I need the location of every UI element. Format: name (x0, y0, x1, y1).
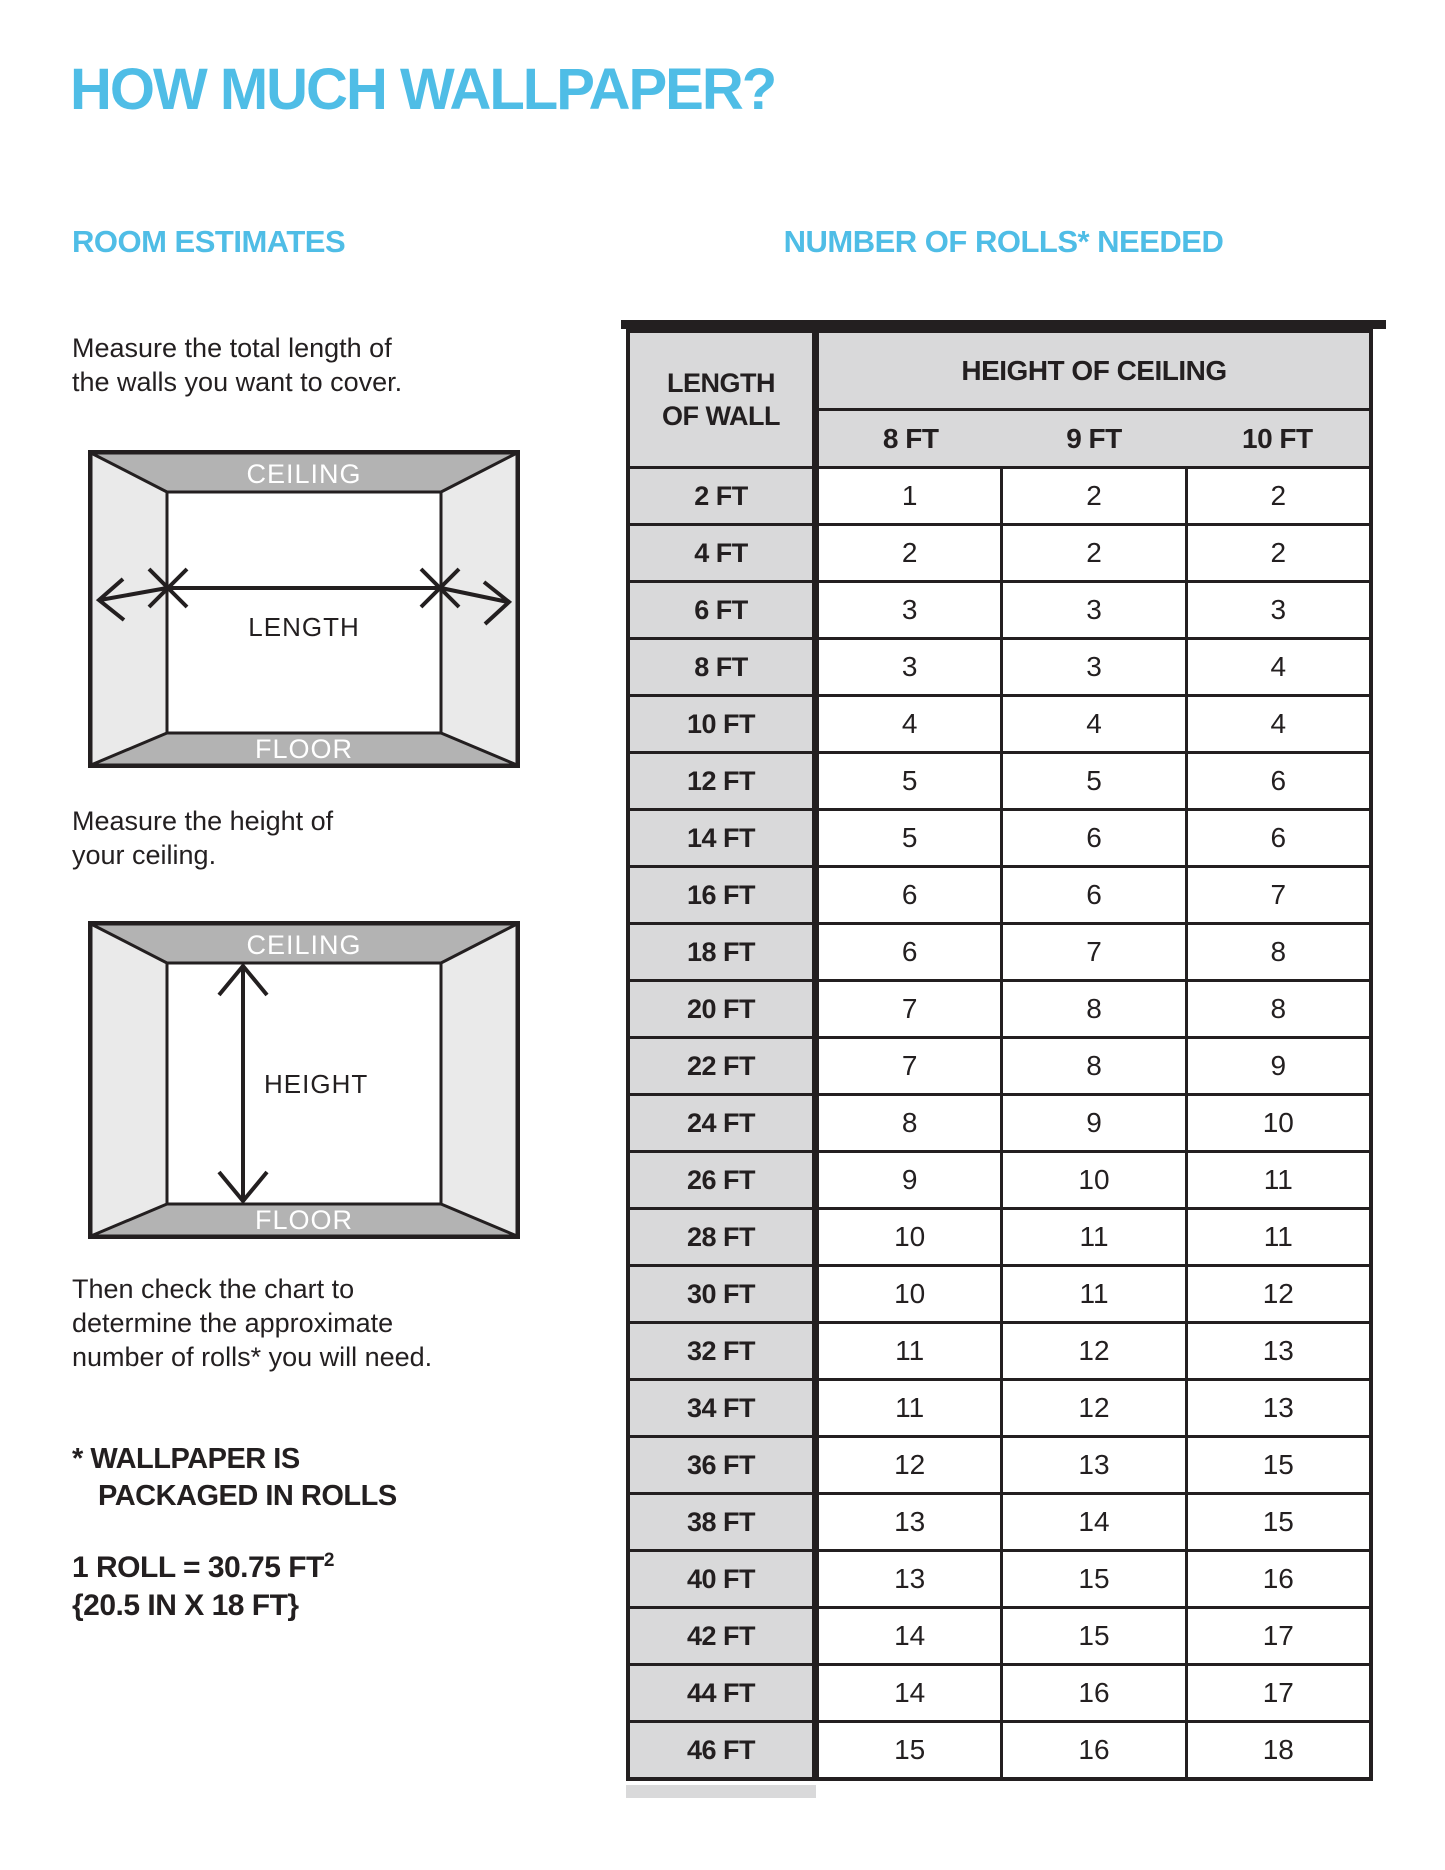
cell-10ft: 10 (1185, 1096, 1369, 1150)
row-label: 14 FT (630, 811, 812, 865)
cell-8ft: 6 (819, 925, 1000, 979)
column-divider (812, 1096, 819, 1150)
row-label: 2 FT (630, 469, 812, 523)
column-header-9ft: 9 FT (1002, 411, 1185, 466)
cell-10ft: 11 (1185, 1210, 1369, 1264)
table-body (626, 329, 1373, 1781)
cell-9ft: 13 (1000, 1438, 1184, 1492)
table-row (630, 640, 1369, 694)
rolls-footnote: * WALLPAPER IS PACKAGED IN ROLLS (72, 1443, 397, 1512)
row-label: 42 FT (630, 1609, 812, 1663)
table-row (630, 754, 1369, 808)
column-divider (812, 1552, 819, 1606)
cell-10ft: 15 (1185, 1495, 1369, 1549)
row-label: 6 FT (630, 583, 812, 637)
cell-8ft: 10 (819, 1210, 1000, 1264)
table-row (630, 1723, 1369, 1777)
table-row (630, 925, 1369, 979)
cell-9ft: 8 (1000, 1039, 1184, 1093)
table-row (630, 469, 1369, 523)
cell-9ft: 3 (1000, 640, 1184, 694)
cell-10ft: 7 (1185, 868, 1369, 922)
ceiling-header-group (819, 333, 1369, 466)
row-label: 20 FT (630, 982, 812, 1036)
column-divider (812, 1039, 819, 1093)
row-label: 18 FT (630, 925, 812, 979)
cell-9ft: 14 (1000, 1495, 1184, 1549)
cell-9ft: 2 (1000, 469, 1184, 523)
roll-size-line2: {20.5 IN X 18 FT} (72, 1589, 299, 1622)
room-estimates-heading: ROOM ESTIMATES (72, 224, 346, 259)
cell-9ft: 11 (1000, 1210, 1184, 1264)
column-divider (812, 1438, 819, 1492)
cell-10ft: 9 (1185, 1039, 1369, 1093)
table-row (630, 1552, 1369, 1606)
row-label: 34 FT (630, 1381, 812, 1435)
right-wall (441, 924, 517, 1236)
cell-10ft: 3 (1185, 583, 1369, 637)
table-row (630, 1495, 1369, 1549)
column-divider (812, 1153, 819, 1207)
column-divider (812, 469, 819, 523)
cell-9ft: 12 (1000, 1324, 1184, 1378)
row-label: 46 FT (630, 1723, 812, 1777)
row-label: 10 FT (630, 697, 812, 751)
cell-9ft: 15 (1000, 1609, 1184, 1663)
column-divider (812, 1381, 819, 1435)
table-bottom-tab (626, 1785, 816, 1798)
roll-size-info (72, 1542, 334, 1625)
cell-9ft: 16 (1000, 1666, 1184, 1720)
cell-9ft: 4 (1000, 697, 1184, 751)
cell-8ft: 2 (819, 526, 1000, 580)
column-divider (812, 925, 819, 979)
row-label: 28 FT (630, 1210, 812, 1264)
floor-label: FLOOR (254, 734, 354, 764)
rolls-needed-heading: NUMBER OF ROLLS* NEEDED (783, 224, 1224, 259)
cell-8ft: 10 (819, 1267, 1000, 1321)
left-wall (91, 453, 167, 765)
column-divider (812, 1324, 819, 1378)
table-row (630, 811, 1369, 865)
room-diagram-height (88, 921, 520, 1239)
cell-9ft: 9 (1000, 1096, 1184, 1150)
cell-9ft: 3 (1000, 583, 1184, 637)
right-wall (441, 453, 517, 765)
row-label: 32 FT (630, 1324, 812, 1378)
cell-10ft: 8 (1185, 982, 1369, 1036)
cell-8ft: 3 (819, 640, 1000, 694)
cell-8ft: 15 (819, 1723, 1000, 1777)
table-row (630, 1267, 1369, 1321)
cell-8ft: 4 (819, 697, 1000, 751)
cell-10ft: 12 (1185, 1267, 1369, 1321)
row-label: 38 FT (630, 1495, 812, 1549)
column-divider (812, 1609, 819, 1663)
cell-9ft: 12 (1000, 1381, 1184, 1435)
column-divider (812, 697, 819, 751)
length-label: LENGTH (248, 612, 360, 642)
table-row (630, 1039, 1369, 1093)
row-label: 44 FT (630, 1666, 812, 1720)
cell-9ft: 6 (1000, 811, 1184, 865)
rolls-table (626, 320, 1373, 1781)
row-label: 24 FT (630, 1096, 812, 1150)
row-label: 4 FT (630, 526, 812, 580)
step1-text: Measure the total length of the walls you want to cover. (72, 333, 403, 397)
page-title: HOW MUCH WALLPAPER? (70, 57, 776, 122)
cell-10ft: 17 (1185, 1609, 1369, 1663)
cell-10ft: 16 (1185, 1552, 1369, 1606)
cell-8ft: 1 (819, 469, 1000, 523)
column-divider (812, 526, 819, 580)
cell-10ft: 13 (1185, 1324, 1369, 1378)
table-row (630, 982, 1369, 1036)
ceiling-label: CEILING (246, 459, 362, 489)
ceiling-columns-row (819, 411, 1369, 466)
table-row (630, 1609, 1369, 1663)
column-divider (812, 1210, 819, 1264)
column-header-10ft: 10 FT (1186, 411, 1369, 466)
cell-8ft: 11 (819, 1324, 1000, 1378)
row-header-length-of-wall: LENGTH OF WALL (630, 333, 812, 466)
column-divider (812, 868, 819, 922)
cell-9ft: 15 (1000, 1552, 1184, 1606)
cell-10ft: 4 (1185, 697, 1369, 751)
cell-9ft: 2 (1000, 526, 1184, 580)
cell-8ft: 8 (819, 1096, 1000, 1150)
cell-10ft: 13 (1185, 1381, 1369, 1435)
cell-10ft: 11 (1185, 1153, 1369, 1207)
row-label: 36 FT (630, 1438, 812, 1492)
room-diagram-length (88, 450, 520, 768)
floor-label: FLOOR (254, 1205, 354, 1235)
column-divider (812, 1267, 819, 1321)
column-divider (812, 583, 819, 637)
height-of-ceiling-header: HEIGHT OF CEILING (819, 333, 1369, 408)
ceiling-label: CEILING (246, 930, 362, 960)
cell-8ft: 12 (819, 1438, 1000, 1492)
column-divider (812, 811, 819, 865)
cell-10ft: 17 (1185, 1666, 1369, 1720)
step2-text: Measure the height of your ceiling. (72, 806, 334, 870)
cell-9ft: 16 (1000, 1723, 1184, 1777)
cell-10ft: 8 (1185, 925, 1369, 979)
table-row (630, 868, 1369, 922)
table-row (630, 1096, 1369, 1150)
cell-9ft: 5 (1000, 754, 1184, 808)
column-divider (812, 640, 819, 694)
column-divider (812, 1723, 819, 1777)
column-divider (812, 982, 819, 1036)
column-divider (812, 754, 819, 808)
cell-8ft: 14 (819, 1609, 1000, 1663)
row-label: 16 FT (630, 868, 812, 922)
row-label: 40 FT (630, 1552, 812, 1606)
table-top-bar (621, 320, 1386, 329)
cell-9ft: 6 (1000, 868, 1184, 922)
cell-8ft: 9 (819, 1153, 1000, 1207)
height-label: HEIGHT (264, 1069, 369, 1099)
column-header-8ft: 8 FT (819, 411, 1002, 466)
table-row (630, 1210, 1369, 1264)
table-row (630, 583, 1369, 637)
cell-8ft: 3 (819, 583, 1000, 637)
row-label: 12 FT (630, 754, 812, 808)
table-row (630, 1153, 1369, 1207)
table-row (630, 1381, 1369, 1435)
table-header-row (630, 333, 1369, 466)
cell-8ft: 6 (819, 868, 1000, 922)
cell-10ft: 2 (1185, 469, 1369, 523)
row-label: 8 FT (630, 640, 812, 694)
superscript-2: 2 (323, 1550, 334, 1571)
cell-10ft: 6 (1185, 754, 1369, 808)
row-label: 22 FT (630, 1039, 812, 1093)
cell-8ft: 13 (819, 1495, 1000, 1549)
cell-8ft: 5 (819, 754, 1000, 808)
cell-8ft: 14 (819, 1666, 1000, 1720)
step3-text: Then check the chart to determine the approximate number of rolls* you will need. (72, 1274, 433, 1372)
cell-10ft: 6 (1185, 811, 1369, 865)
table-row (630, 1324, 1369, 1378)
roll-size-line1: 1 ROLL = 30.75 $FT^2$ (72, 1550, 334, 1584)
left-wall (91, 924, 167, 1236)
table-row (630, 1666, 1369, 1720)
column-divider (812, 333, 819, 466)
column-divider (812, 1666, 819, 1720)
cell-8ft: 11 (819, 1381, 1000, 1435)
table-row (630, 697, 1369, 751)
cell-8ft: 5 (819, 811, 1000, 865)
cell-9ft: 8 (1000, 982, 1184, 1036)
cell-8ft: 13 (819, 1552, 1000, 1606)
cell-8ft: 7 (819, 982, 1000, 1036)
cell-10ft: 2 (1185, 526, 1369, 580)
table-row (630, 526, 1369, 580)
column-divider (812, 1495, 819, 1549)
cell-10ft: 4 (1185, 640, 1369, 694)
cell-10ft: 15 (1185, 1438, 1369, 1492)
cell-9ft: 10 (1000, 1153, 1184, 1207)
cell-9ft: 7 (1000, 925, 1184, 979)
cell-10ft: 18 (1185, 1723, 1369, 1777)
row-label: 26 FT (630, 1153, 812, 1207)
row-label: 30 FT (630, 1267, 812, 1321)
cell-9ft: 11 (1000, 1267, 1184, 1321)
table-row (630, 1438, 1369, 1492)
cell-8ft: 7 (819, 1039, 1000, 1093)
